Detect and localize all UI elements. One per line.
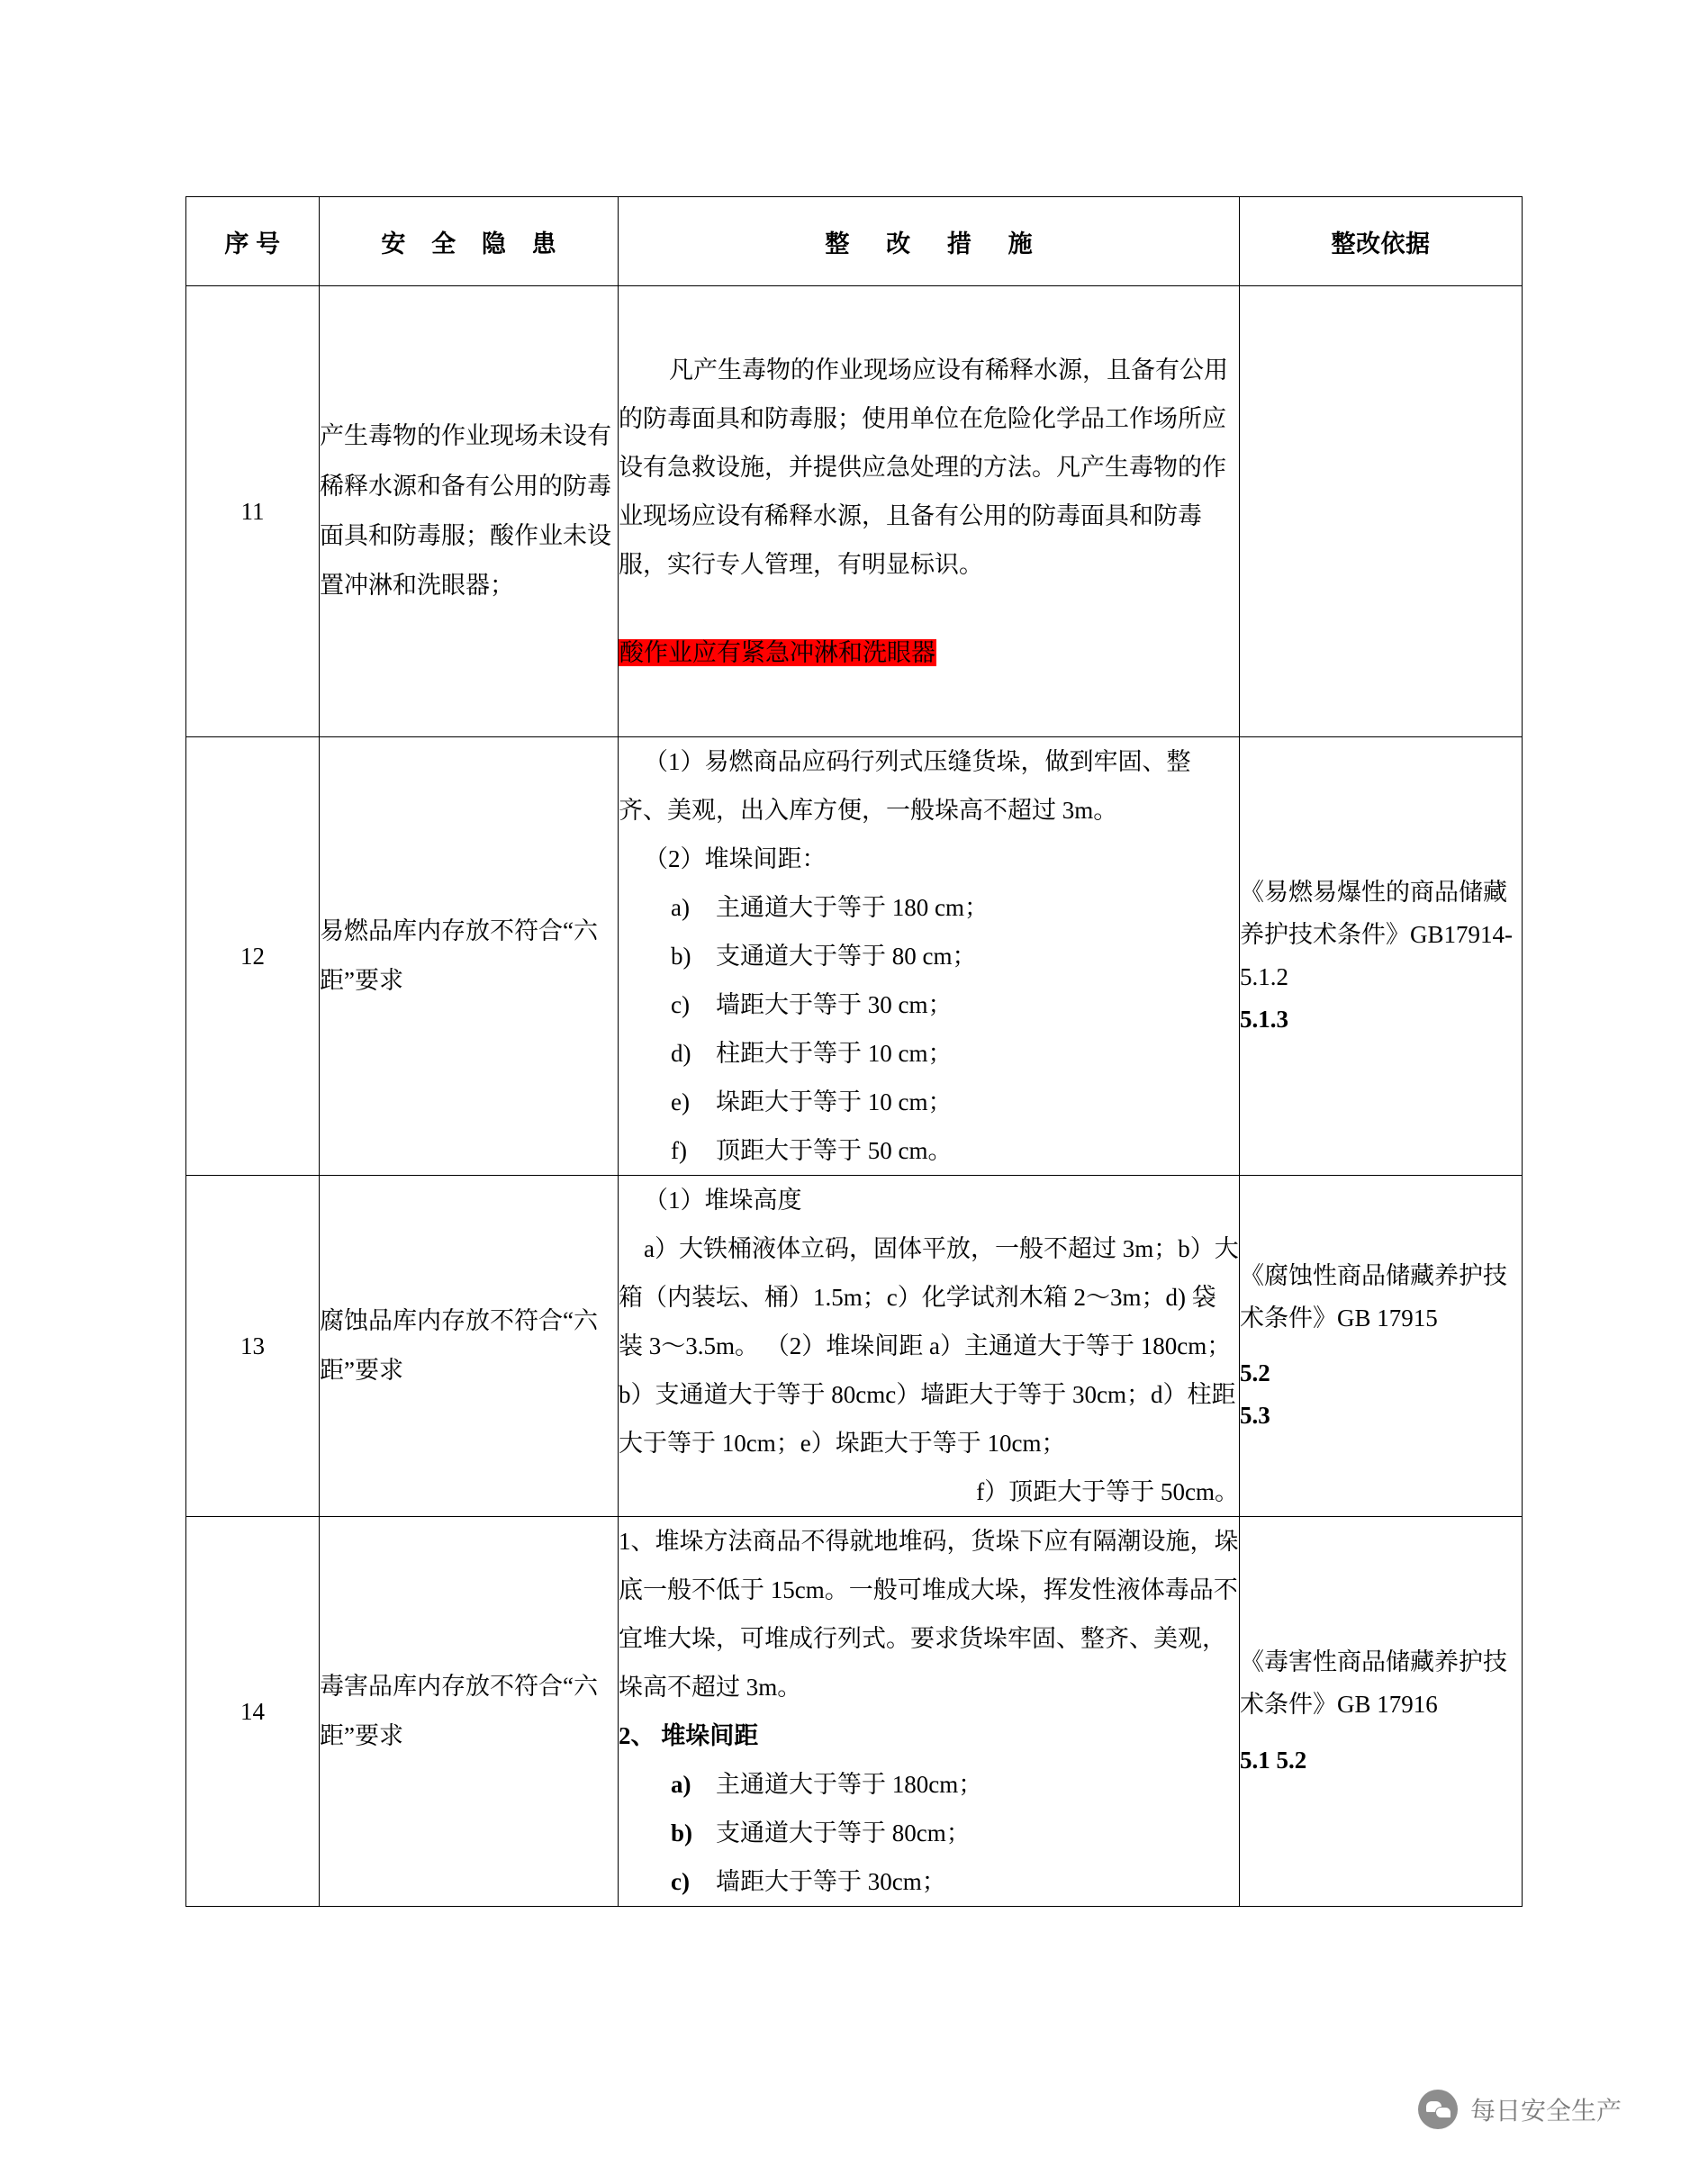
measure-paragraph: 凡产生毒物的作业现场应设有稀释水源，且备有公用的防毒面具和防毒服；使用单位在危险化学品工作场所应设有急救设施，并提供应急处理的方法。凡产生毒物的作业现场应设有稀释水源，且备有公用的防毒面具和防毒服，实行专人管理，有明显标识。 xyxy=(619,357,1228,578)
list-item xyxy=(671,1857,1239,1906)
basis-text: 《毒害性商品储藏养护技术条件》GB 17916 xyxy=(1240,1648,1507,1719)
basis-text: 5.3 xyxy=(1240,1402,1270,1430)
list-item-text: 主通道大于等于 180 cm； xyxy=(716,894,989,921)
measure-paragraph: 1、堆垛方法商品不得就地堆码，货垛下应有隔潮设施，垛底一般不低于 15cm。一般可堆成大垛，挥发性液体毒品不宜堆大垛，可堆成行列式。要求货垛牢固、整齐、美观，垛高不超过 3m。 xyxy=(619,1528,1239,1701)
list-item-label: b) xyxy=(671,1819,693,1846)
basis-text: 5.1 5.2 xyxy=(1240,1746,1307,1774)
list-item-label: e) xyxy=(671,1088,690,1115)
list-item-text: 墙距大于等于 30cm； xyxy=(716,1868,946,1895)
list-item-label: c) xyxy=(671,1868,690,1895)
row-seq-11: 11 xyxy=(186,286,320,737)
list-item-text: 支通道大于等于 80 cm； xyxy=(716,943,977,970)
measure-paragraph: 2、 堆垛间距 xyxy=(619,1722,759,1749)
list-item-text: 墙距大于等于 30 cm； xyxy=(716,991,953,1018)
list-item xyxy=(671,1078,1239,1126)
list-item xyxy=(671,1809,1239,1857)
row-seq-12: 12 xyxy=(186,737,320,1176)
row-seq-13: 13 xyxy=(186,1176,320,1517)
basis-text: 5.2 xyxy=(1240,1359,1270,1386)
row-measure-12 xyxy=(619,737,1240,1176)
list-item-text: 垛距大于等于 10 cm； xyxy=(716,1088,953,1115)
row-risk-13: 腐蚀品库内存放不符合“六距”要求 xyxy=(320,1176,619,1517)
list-item-label: f) xyxy=(671,1137,687,1164)
list-item-text: 支通道大于等于 80cm； xyxy=(716,1819,971,1846)
list-item xyxy=(671,1029,1239,1078)
list-item-label: a) xyxy=(671,1771,691,1798)
safety-hazard-table xyxy=(185,196,1523,1907)
list-item xyxy=(671,883,1239,932)
list-item-label: b) xyxy=(671,943,691,970)
list-item-text: 顶距大于等于 50 cm。 xyxy=(716,1137,953,1164)
watermark-label: 每日安全生产 xyxy=(1469,2097,1622,2125)
row-basis-11 xyxy=(1240,286,1523,737)
measure-spacer xyxy=(619,589,1239,628)
measure-paragraph: （1）易燃商品应码行列式压缝货垛，做到牢固、整齐、美观，出入库方便，一般垛高不超过 3m。 xyxy=(619,748,1191,824)
list-item-text: 主通道大于等于 180cm； xyxy=(716,1771,983,1798)
list-item-label: c) xyxy=(671,991,690,1018)
measure-paragraph: f）顶距大于等于 50cm。 xyxy=(976,1478,1239,1505)
list-item-label: a) xyxy=(671,894,690,921)
list-item xyxy=(671,980,1239,1029)
row-basis-12 xyxy=(1240,737,1523,1176)
list-item-text: 柱距大于等于 10 cm； xyxy=(716,1040,953,1067)
measure-paragraph: a）大铁桶液体立码，固体平放，一般不超过 3m；b）大箱（内装坛、桶）1.5m；c）化学试剂木箱 2～3m；d) 袋装 3～3.5m。 （2）堆垛间距 a）主通道大于等于 180cm；b）支通道大于等于 80cmc）墙距大于等于 30cm；d）柱距大于等于 10cm；e）垛距大于等于 10cm； xyxy=(619,1235,1239,1457)
table-row xyxy=(186,1517,1523,1907)
measure-paragraph: （2）堆垛间距： xyxy=(644,845,827,872)
list-item-label: d) xyxy=(671,1040,691,1067)
column-header-seq: 序 号 xyxy=(186,197,320,286)
table-row xyxy=(186,737,1523,1176)
measure-list xyxy=(619,1760,1239,1906)
measure-list xyxy=(619,883,1239,1175)
row-risk-11: 产生毒物的作业现场未设有稀释水源和备有公用的防毒面具和防毒服；酸作业未设置冲淋和洗眼器； xyxy=(320,286,619,737)
row-measure-14 xyxy=(619,1517,1240,1907)
measure-highlight-wrapper xyxy=(619,628,1239,677)
measure-paragraph: （1）堆垛高度 xyxy=(644,1187,802,1214)
list-item xyxy=(671,1760,1239,1809)
column-header-risk: 安 全 隐 患 xyxy=(320,197,619,286)
row-basis-13 xyxy=(1240,1176,1523,1517)
basis-text: 5.1.3 xyxy=(1240,1006,1288,1034)
measure-highlight: 酸作业应有紧急冲淋和洗眼器 xyxy=(619,639,935,666)
column-header-measure: 整 改 措 施 xyxy=(619,197,1240,286)
row-seq-14: 14 xyxy=(186,1517,320,1907)
basis-text: 《腐蚀性商品储藏养护技术条件》GB 17915 xyxy=(1240,1261,1507,1332)
table-header-row xyxy=(186,197,1523,286)
watermark xyxy=(1418,2090,1622,2129)
row-basis-14 xyxy=(1240,1517,1523,1907)
wechat-icon xyxy=(1418,2090,1458,2129)
column-header-basis: 整改依据 xyxy=(1240,197,1523,286)
table-row xyxy=(186,286,1523,737)
list-item xyxy=(671,932,1239,980)
list-item xyxy=(671,1126,1239,1175)
basis-text: 《易燃易爆性的商品储藏养护技术条件》GB17914-5.1.2 xyxy=(1240,878,1513,990)
row-measure-11 xyxy=(619,286,1240,737)
row-risk-12: 易燃品库内存放不符合“六距”要求 xyxy=(320,737,619,1176)
row-risk-14: 毒害品库内存放不符合“六距”要求 xyxy=(320,1517,619,1907)
row-measure-13 xyxy=(619,1176,1240,1517)
table-row xyxy=(186,1176,1523,1517)
